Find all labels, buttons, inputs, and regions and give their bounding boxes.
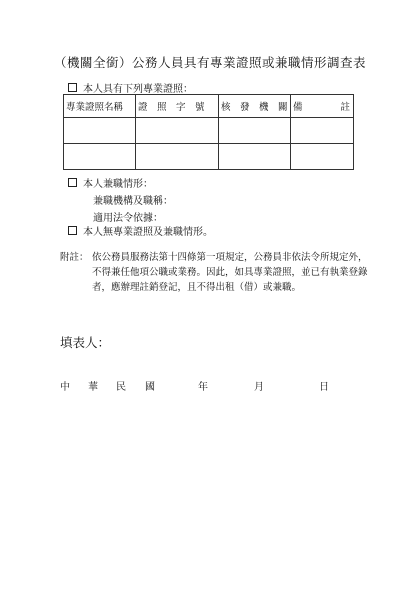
note-section <box>60 250 370 295</box>
date-char: 民 <box>116 382 126 393</box>
form-title: （機關全銜）公務人員具有專業證照或兼職情形調查表 <box>53 55 366 70</box>
none-checkbox[interactable] <box>68 226 77 235</box>
column-header-cert-name: 專業證照名稱 <box>64 95 136 118</box>
table-cell[interactable] <box>136 118 219 144</box>
table-cell[interactable] <box>219 118 291 144</box>
column-header-cert-number: 證 照 字 號 <box>136 95 219 118</box>
cert-option[interactable] <box>68 80 193 95</box>
cert-table <box>63 94 354 170</box>
side-job-org-label: 兼職機構及職稱： <box>93 196 173 207</box>
date-year-label: 年 <box>198 382 208 393</box>
date-char: 華 <box>88 382 98 393</box>
side-job-option[interactable] <box>68 175 153 190</box>
note-label: 附註： <box>60 252 89 263</box>
table-row <box>64 144 354 170</box>
side-job-law-label: 適用法令依據： <box>93 213 163 224</box>
none-option[interactable] <box>68 223 213 238</box>
table-cell[interactable] <box>291 144 354 170</box>
column-header-issuing-agency: 核 發 機 關 <box>219 95 291 118</box>
table-cell[interactable] <box>136 144 219 170</box>
column-header-remarks: 備 註 <box>291 95 354 118</box>
none-option-label: 本人無專業證照及兼職情形。 <box>83 227 213 238</box>
side-job-checkbox[interactable] <box>68 178 77 187</box>
table-cell[interactable] <box>64 144 136 170</box>
filler-label: 填表人： <box>60 335 111 350</box>
cert-table-header <box>64 95 354 118</box>
table-cell[interactable] <box>291 118 354 144</box>
date-day-label: 日 <box>319 382 329 393</box>
date-char: 國 <box>145 382 155 393</box>
cert-option-label: 本人具有下列專業證照： <box>83 84 193 95</box>
cert-checkbox[interactable] <box>68 83 77 92</box>
table-cell[interactable] <box>219 144 291 170</box>
table-row <box>64 118 354 144</box>
side-job-option-label: 本人兼職情形： <box>83 179 153 190</box>
date-month-label: 月 <box>254 382 264 393</box>
table-cell[interactable] <box>64 118 136 144</box>
note-text: 依公務員服務法第十四條第一項規定，公務員非依法令所規定外，不得兼任他項公職或業務。因此，如具專業證照，並已有執業登錄者，應辦理註銷登記，且不得出租（借）或兼職。 <box>92 252 368 293</box>
date-char: 中 <box>60 382 70 393</box>
